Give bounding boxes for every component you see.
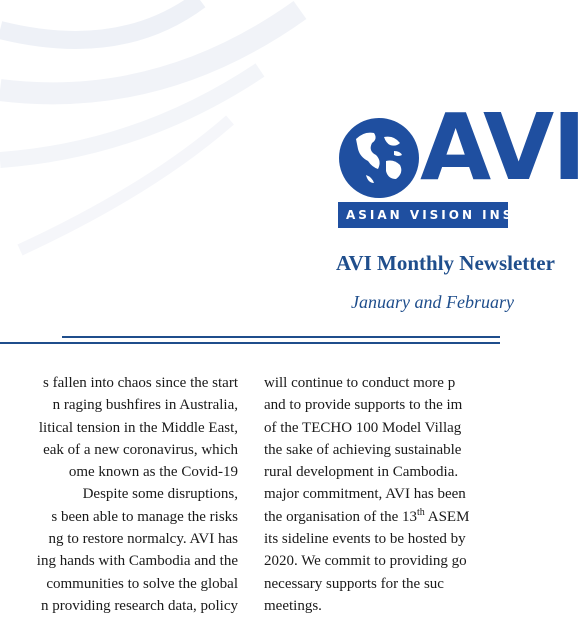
article-column-right xyxy=(264,372,500,617)
superscript: th xyxy=(417,506,425,518)
logo-tagline: ASIAN VISION INSTITUTE xyxy=(338,202,508,228)
body-line: of the TECHO 100 Model Villag xyxy=(264,419,462,436)
body-line: major commitment, AVI has been xyxy=(264,486,466,503)
body-line: the sake of achieving sustainable xyxy=(264,441,462,458)
newsletter-date: January and February xyxy=(351,292,514,312)
globe-logo-icon xyxy=(338,117,420,199)
body-line: litical tension in the Middle East, xyxy=(38,419,238,436)
body-line: eak of a new coronavirus, which xyxy=(43,441,238,458)
body-line: communities to solve the global xyxy=(46,575,238,592)
body-line: n providing research data, policy xyxy=(40,597,238,614)
body-line-text: the organisation of the 13 xyxy=(264,508,418,525)
body-line-tail: ASEM xyxy=(424,508,470,525)
body-line: will continue to conduct more p xyxy=(264,375,456,391)
newsletter-title: AVI Monthly Newsletter xyxy=(336,251,555,275)
body-line: and to provide supports to the im xyxy=(264,397,463,414)
header-divider-bottom xyxy=(0,342,500,344)
background-swirl-graphic xyxy=(0,0,320,300)
body-line: n raging bushfires in Australia, xyxy=(52,397,238,414)
logo-letters: AVI xyxy=(420,94,584,201)
body-line: ome known as the Covid-19 xyxy=(68,464,238,481)
body-line: s fallen into chaos since the start xyxy=(43,375,238,391)
body-line: its sideline events to be hosted by xyxy=(264,531,466,548)
body-line: Despite some disruptions, xyxy=(82,486,238,503)
body-line: 2020. We commit to providing go xyxy=(264,553,467,570)
header-divider-top xyxy=(62,336,500,338)
body-line: ng to restore normalcy. AVI has xyxy=(48,531,238,548)
article-column-left xyxy=(0,372,238,617)
body-line: meetings. xyxy=(264,597,322,614)
body-line: s been able to manage the risks xyxy=(51,508,238,525)
body-line: necessary supports for the suc xyxy=(264,575,444,592)
body-line-asem xyxy=(264,506,500,528)
body-line: ing hands with Cambodia and the xyxy=(36,553,238,570)
body-line: rural development in Cambodia. xyxy=(264,464,459,481)
